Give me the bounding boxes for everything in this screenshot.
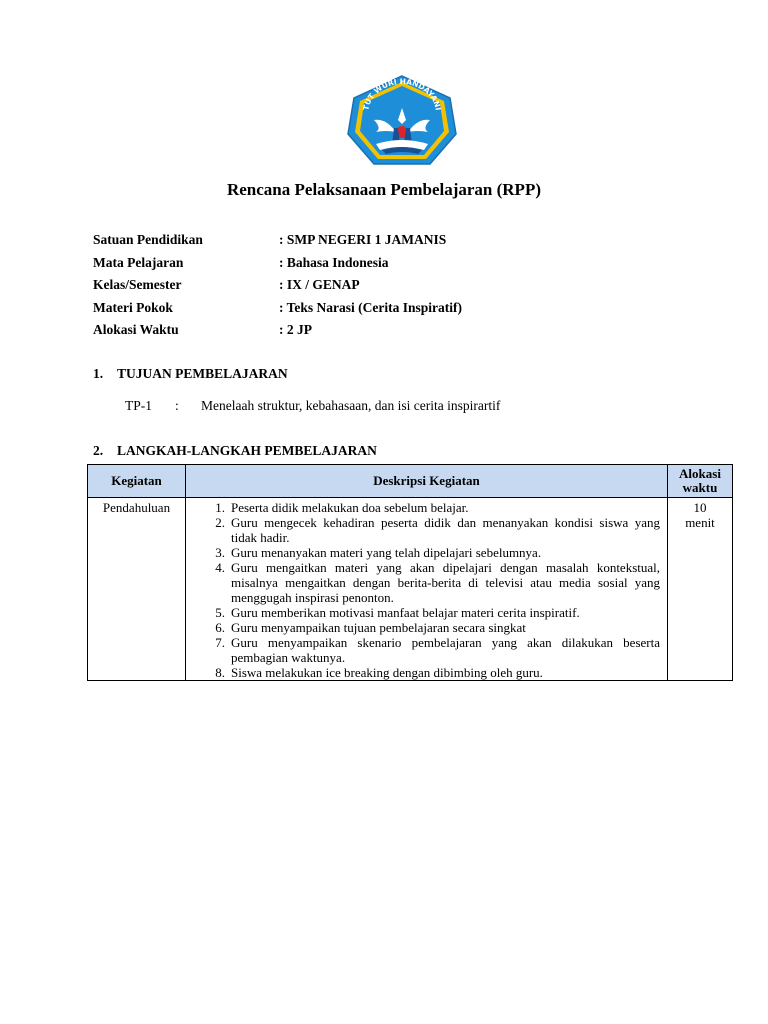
header-alokasi bbox=[668, 465, 733, 498]
section-number: 1. bbox=[93, 366, 104, 381]
section-title: LANGKAH-LANGKAH PEMBELAJARAN bbox=[117, 443, 377, 458]
cell-deskripsi bbox=[186, 498, 668, 681]
step-text: Siswa melakukan ice breaking dengan dibimbing oleh guru. bbox=[231, 665, 543, 680]
info-row-satuan-pendidikan bbox=[93, 232, 462, 255]
section-heading-langkah bbox=[93, 443, 377, 459]
alokasi-value: 10 bbox=[693, 500, 707, 515]
step-text: Guru menyampaikan skenario pembelajaran yang akan dilakukan beserta pembagian waktunya. bbox=[231, 635, 660, 665]
step-text: Guru mengecek kehadiran peserta didik dan menanyakan kondisi siswa yang tidak hadir. bbox=[231, 515, 660, 545]
cell-kegiatan: Pendahuluan bbox=[88, 498, 186, 681]
document-title: Rencana Pelaksanaan Pembelajaran (RPP) bbox=[226, 180, 541, 199]
cell-alokasi bbox=[668, 498, 733, 681]
header-alokasi-line2: waktu bbox=[682, 480, 718, 495]
list-item bbox=[189, 560, 660, 605]
tujuan-item bbox=[125, 398, 500, 414]
info-value: : SMP NEGERI 1 JAMANIS bbox=[279, 232, 447, 247]
header-deskripsi: Deskripsi Kegiatan bbox=[186, 465, 668, 498]
step-number: 6. bbox=[215, 620, 225, 635]
learning-steps-table bbox=[87, 464, 733, 681]
list-item bbox=[189, 665, 660, 680]
table-row bbox=[88, 498, 733, 681]
info-row-alokasi-waktu bbox=[93, 322, 462, 345]
step-number: 8. bbox=[215, 665, 225, 680]
step-text: Peserta didik melakukan doa sebelum belajar. bbox=[231, 500, 469, 515]
step-number: 3. bbox=[215, 545, 225, 560]
tp-code: TP-1 bbox=[125, 398, 152, 413]
alokasi-unit: menit bbox=[685, 515, 715, 530]
list-item bbox=[189, 620, 660, 635]
info-row-materi-pokok bbox=[93, 300, 462, 323]
section-number: 2. bbox=[93, 443, 104, 458]
info-label: Kelas/Semester bbox=[93, 277, 182, 292]
step-number: 2. bbox=[215, 515, 225, 530]
header-alokasi-line1: Alokasi bbox=[679, 466, 721, 481]
step-number: 5. bbox=[215, 605, 225, 620]
step-number: 1. bbox=[215, 500, 225, 515]
info-value: : IX / GENAP bbox=[279, 277, 360, 292]
list-item bbox=[189, 500, 660, 515]
header-kegiatan: Kegiatan bbox=[88, 465, 186, 498]
identity-block bbox=[93, 232, 462, 345]
step-number: 7. bbox=[215, 635, 225, 650]
section-heading-tujuan bbox=[93, 366, 288, 382]
tp-text: Menelaah struktur, kebahasaan, dan isi cerita inspirartif bbox=[201, 398, 501, 413]
step-text: Guru mengaitkan materi yang akan dipelajari dengan masalah kontekstual, misalnya mengaitkan dengan berita-berita di televisi atau media sosial yang menggugah inspirasi penonton. bbox=[231, 560, 660, 605]
list-item bbox=[189, 545, 660, 560]
info-row-mata-pelajaran bbox=[93, 255, 462, 278]
info-label: Materi Pokok bbox=[93, 299, 173, 315]
step-text: Guru menyampaikan tujuan pembelajaran secara singkat bbox=[231, 620, 526, 635]
logo-motto: TUT WURI HANDAYANI bbox=[361, 76, 443, 112]
info-value: : 2 JP bbox=[279, 322, 312, 337]
list-item bbox=[189, 635, 660, 665]
section-title: TUJUAN PEMBELAJARAN bbox=[117, 366, 288, 381]
info-value: : Teks Narasi (Cerita Inspiratif) bbox=[279, 299, 462, 315]
step-number: 4. bbox=[215, 560, 225, 575]
tp-colon: : bbox=[175, 398, 179, 413]
info-row-kelas-semester bbox=[93, 277, 462, 300]
table-header-row bbox=[88, 465, 733, 498]
info-label: Alokasi Waktu bbox=[93, 322, 179, 337]
list-item bbox=[189, 515, 660, 545]
info-label: Mata Pelajaran bbox=[93, 254, 184, 270]
steps-list bbox=[189, 500, 664, 680]
step-text: Guru memberikan motivasi manfaat belajar materi cerita inspiratif. bbox=[231, 605, 580, 620]
info-value: : Bahasa Indonesia bbox=[279, 254, 389, 270]
info-label: Satuan Pendidikan bbox=[93, 232, 203, 247]
list-item bbox=[189, 605, 660, 620]
tut-wuri-handayani-logo bbox=[346, 74, 458, 170]
step-text: Guru menanyakan materi yang telah dipelajari sebelumnya. bbox=[231, 545, 542, 560]
